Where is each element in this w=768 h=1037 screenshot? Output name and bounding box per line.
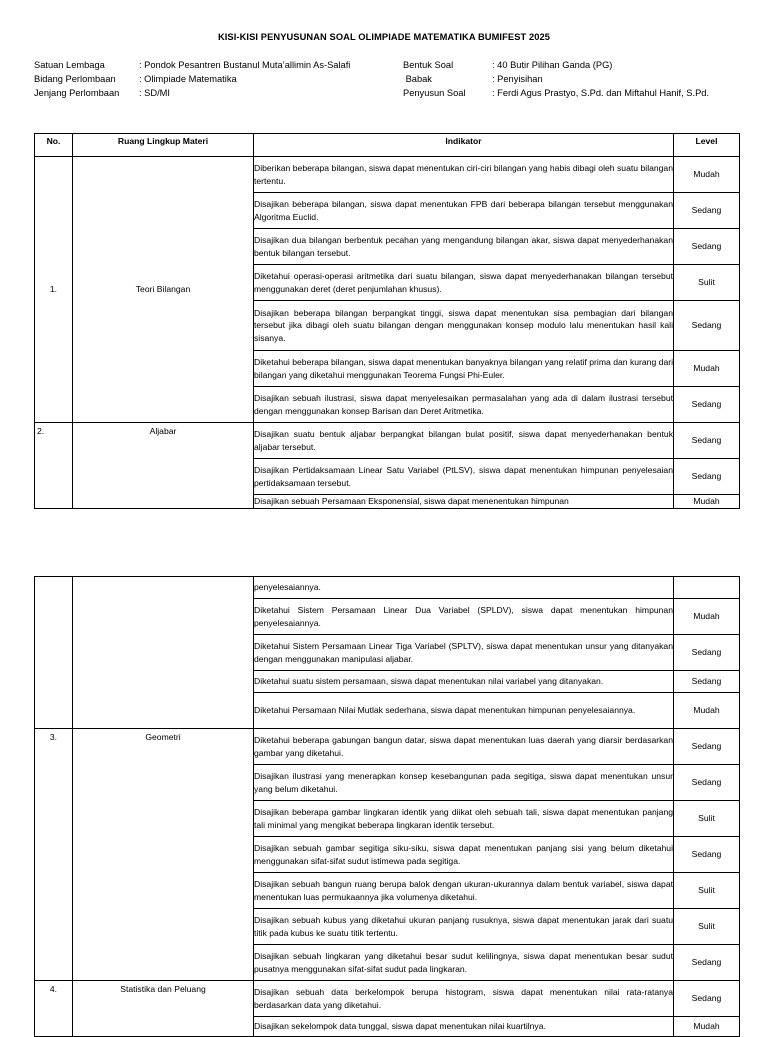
header-level: Level: [674, 134, 740, 157]
level-cell: Sulit: [674, 801, 740, 837]
meta-left: [34, 58, 350, 100]
page-2-sheet: [0, 576, 768, 1032]
level-cell: [674, 577, 740, 599]
indikator-cell: Disajikan dua bilangan berbentuk pecahan yang mengandung bilangan akar, siswa dapat menyederhanakan bentuk bilangan tersebut.: [254, 229, 674, 265]
level-cell: Mudah: [674, 599, 740, 635]
document-title: KISI-KISI PENYUSUNAN SOAL OLIMPIADE MATEMATIKA BUMIFEST 2025: [217, 32, 551, 42]
materi-scope: Statistika dan Peluang: [73, 981, 254, 1037]
meta-row: [34, 86, 350, 100]
indikator-cell: Disajikan ilustrasi yang menerapkan konsep kesebangunan pada segitiga, siswa dapat menentukan unsur yang belum diketahui.: [254, 765, 674, 801]
level-cell: Sedang: [674, 837, 740, 873]
level-cell: Sedang: [674, 387, 740, 423]
indikator-cell: Disajikan beberapa bilangan, siswa dapat menentukan FPB dari beberapa bilangan tersebut menggunakan Algoritma Euclid.: [254, 193, 674, 229]
meta-label: Bentuk Soal: [403, 60, 454, 70]
kisi-table-page-1: [34, 133, 740, 509]
table-header-row: [35, 134, 740, 157]
table-row: [35, 729, 740, 765]
indikator-cell: penyelesaiannya.: [254, 577, 674, 599]
level-cell: Sedang: [674, 301, 740, 351]
indikator-cell: Disajikan sebuah Persamaan Eksponensial, siswa dapat menenentukan himpunan: [254, 495, 674, 509]
level-cell: Mudah: [674, 351, 740, 387]
meta-value: : Penyisihan: [492, 74, 543, 84]
indikator-cell: Disajikan sebuah gambar segitiga siku-siku, siswa dapat menentukan panjang sisi yang belum diketahui menggunakan sifat-sifat sudut istimewa pada segitiga.: [254, 837, 674, 873]
level-cell: Sedang: [674, 229, 740, 265]
indikator-cell: Disajikan Pertidaksamaan Linear Satu Variabel (PtLSV), siswa dapat menentukan himpunan penyelesaian pertidaksamaan tersebut.: [254, 459, 674, 495]
indikator-cell: Disajikan sekelompok data tunggal, siswa dapat menentukan nilai kuartilnya.: [254, 1017, 674, 1037]
indikator-cell: Diberikan beberapa bilangan, siswa dapat menentukan ciri-ciri bilangan yang habis dibagi oleh suatu bilangan tertentu.: [254, 157, 674, 193]
meta-value: : SD/MI: [139, 88, 170, 98]
table-row: [35, 577, 740, 599]
meta-value: : Ferdi Agus Prastyo, S.Pd. dan Miftahul Hanif, S.Pd.: [492, 88, 710, 98]
indikator-cell: Disajikan suatu bentuk aljabar berpangkat bilangan bulat positif, siswa dapat menyederhanakan bentuk aljabar tersebut.: [254, 423, 674, 459]
level-cell: Sedang: [674, 459, 740, 495]
meta-value: : Pondok Pesantren Bustanul Muta’allimin As-Salafi: [139, 60, 351, 70]
header-no: No.: [35, 134, 73, 157]
materi-scope: Teori Bilangan: [73, 157, 254, 423]
level-cell: Mudah: [674, 693, 740, 729]
indikator-cell: Diketahui Sistem Persamaan Linear Dua Variabel (SPLDV), siswa dapat menentukan himpunan penyelesaiannya.: [254, 599, 674, 635]
level-cell: Sulit: [674, 873, 740, 909]
level-cell: Mudah: [674, 1017, 740, 1037]
row-number: 3.: [35, 729, 73, 981]
table-row: [35, 981, 740, 1017]
meta-value: : Olimpiade Matematika: [139, 74, 237, 84]
meta-row: [34, 58, 350, 72]
indikator-cell: Disajikan sebuah lingkaran yang diketahui besar sudut kelilingnya, siswa dapat menentukan besar sudut pusatnya menggunakan sifat-sifat sudut pada lingkaran.: [254, 945, 674, 981]
indikator-cell: Diketahui operasi-operasi aritmetika dari suatu bilangan, siswa dapat menyederhanakan bilangan tersebut menggunakan deret (deret penjumlahan khusus).: [254, 265, 674, 301]
indikator-cell: Disajikan beberapa bilangan berpangkat tinggi, siswa dapat menentukan sisa pembagian dari bilangan tersebut jika dibagi oleh suatu bilangan dengan menggunakan konsep modulo lalu menentukan hasil kali sisanya.: [254, 301, 674, 351]
level-cell: Sedang: [674, 765, 740, 801]
indikator-cell: Disajikan sebuah data berkelompok berupa histogram, siswa dapat menentukan nilai rata-ratanya berdasarkan data yang diketahui.: [254, 981, 674, 1017]
kisi-table-page-2: [34, 576, 740, 1037]
materi-scope: Aljabar: [73, 423, 254, 509]
header-indikator: Indikator: [254, 134, 674, 157]
meta-row: [403, 58, 709, 72]
meta-label: Jenjang Perlombaan: [34, 88, 120, 98]
meta-label: Satuan Lembaga: [34, 60, 105, 70]
indikator-cell: Disajikan sebuah kubus yang diketahui ukuran panjang rusuknya, siswa dapat menentukan jarak dari suatu titik pada kubus ke suatu titik tertentu.: [254, 909, 674, 945]
indikator-cell: Diketahui Persamaan Nilai Mutlak sederhana, siswa dapat menentukan himpunan penyelesaiannya.: [254, 693, 674, 729]
level-cell: Sedang: [674, 193, 740, 229]
row-number: 4.: [35, 981, 73, 1037]
meta-row: [403, 86, 709, 100]
header-materi: Ruang Lingkup Materi: [73, 134, 254, 157]
indikator-cell: Diketahui beberapa bilangan, siswa dapat menentukan banyaknya bilangan yang relatif prima dan kurang dari bilangan yang diketahui menggunakan Teorema Fungsi Phi-Euler.: [254, 351, 674, 387]
level-cell: Mudah: [674, 495, 740, 509]
meta-row: [403, 72, 709, 86]
level-cell: Sulit: [674, 265, 740, 301]
level-cell: Sedang: [674, 729, 740, 765]
level-cell: Sedang: [674, 945, 740, 981]
indikator-cell: Diketahui Sistem Persamaan Linear Tiga Variabel (SPLTV), siswa dapat menentukan unsur yang ditanyakan dengan menggunakan manipulasi aljabar.: [254, 635, 674, 671]
level-cell: Sulit: [674, 909, 740, 945]
row-number: [35, 577, 73, 729]
page-1-sheet: [0, 133, 768, 509]
meta-label: Penyusun Soal: [403, 88, 466, 98]
meta-row: [34, 72, 350, 86]
table-row: [35, 423, 740, 459]
indikator-cell: Diketahui beberapa gabungan bangun datar, siswa dapat menentukan luas daerah yang diarsir berdasarkan gambar yang diketahui.: [254, 729, 674, 765]
level-cell: Sedang: [674, 423, 740, 459]
indikator-cell: Disajikan sebuah ilustrasi, siswa dapat menyelesaikan permasalahan yang ada di dalam ilustrasi tersebut dengan menggunakan konsep Barisan dan Deret Aritmetika.: [254, 387, 674, 423]
table-row: [35, 157, 740, 193]
materi-scope: [73, 577, 254, 729]
level-cell: Sedang: [674, 635, 740, 671]
meta-label: Babak: [403, 74, 432, 84]
materi-scope: Geometri: [73, 729, 254, 981]
row-number: 2.: [35, 423, 73, 509]
level-cell: Sedang: [674, 981, 740, 1017]
meta-right: [403, 58, 709, 100]
indikator-cell: Disajikan beberapa gambar lingkaran identik yang diikat oleh sebuah tali, siswa dapat menentukan panjang tali minimal yang mengikat beberapa lingkaran identik tersebut.: [254, 801, 674, 837]
level-cell: Mudah: [674, 157, 740, 193]
indikator-cell: Diketahui suatu sistem persamaan, siswa dapat menentukan nilai variabel yang ditanyakan.: [254, 671, 674, 693]
level-cell: Sedang: [674, 671, 740, 693]
indikator-cell: Disajikan sebuah bangun ruang berupa balok dengan ukuran-ukurannya dalam bentuk variabel, siswa dapat menentukan luas permukaannya jika volumenya diketahui.: [254, 873, 674, 909]
meta-label: Bidang Perlombaan: [34, 74, 116, 84]
row-number: 1.: [35, 157, 73, 423]
meta-value: : 40 Butir Pilihan Ganda (PG): [492, 60, 613, 70]
